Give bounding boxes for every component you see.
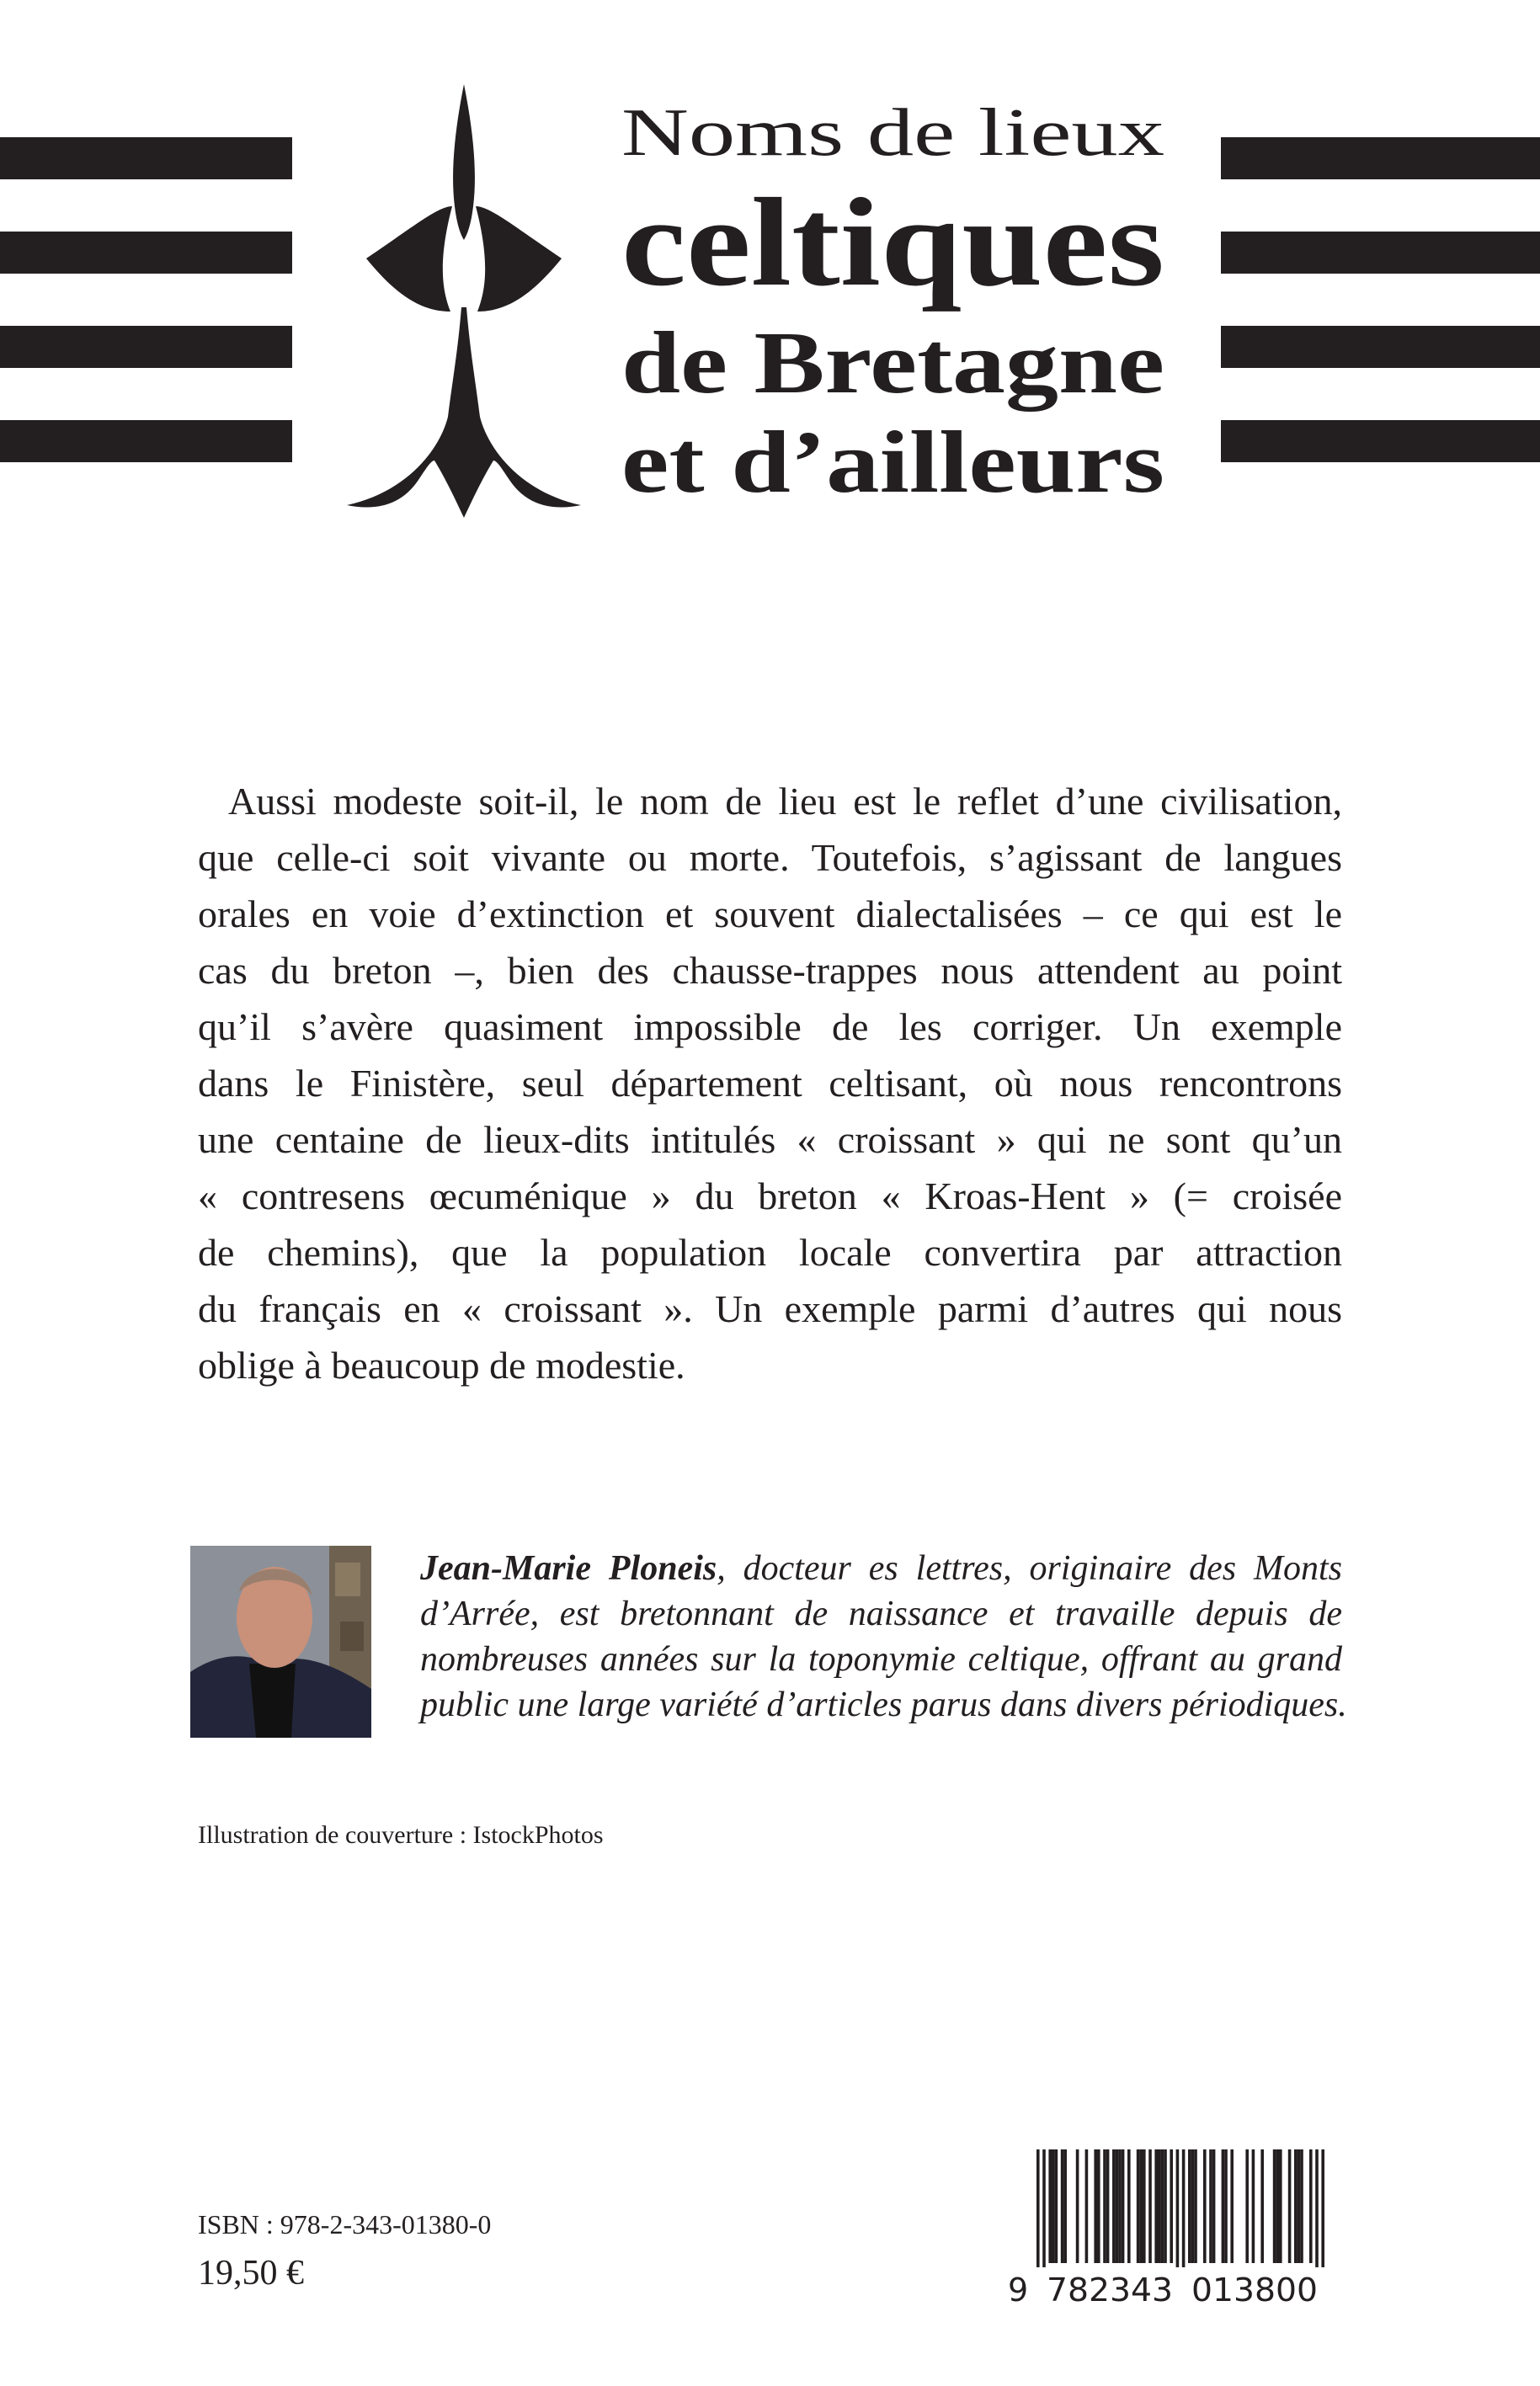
barcode-bar: [1052, 2149, 1055, 2263]
barcode-bar: [1203, 2149, 1207, 2263]
barcode-bar: [1094, 2149, 1097, 2263]
barcode-bar: [1315, 2149, 1319, 2267]
barcode-bar: [1212, 2149, 1216, 2263]
blurb-line: dans le Finistère, seul département celtisant, où nous rencontrons: [198, 1062, 1342, 1105]
title-line: et d’ailleurs: [621, 413, 1164, 511]
stripe: [0, 420, 292, 462]
blurb-line: de chemins), que la population locale convertira par attraction: [198, 1231, 1342, 1274]
title-line: de Bretagne: [621, 313, 1164, 412]
stripe: [1221, 137, 1540, 179]
barcode-bar: [1112, 2149, 1116, 2263]
barcode-bar: [1036, 2149, 1040, 2267]
barcode-bar: [1230, 2149, 1234, 2263]
title-line: celtiques: [621, 173, 1164, 312]
barcode-bar: [1288, 2149, 1292, 2263]
blurb-line: Aussi modeste soit-il, le nom de lieu est le reflet d’une civilisation,: [228, 780, 1342, 823]
barcode-bar: [1139, 2149, 1143, 2263]
barcode-digits-left: 782343: [1047, 2271, 1173, 2305]
stripe: [0, 232, 292, 274]
barcode-digits-right: 013800: [1191, 2271, 1318, 2305]
author-bio: Jean-Marie Ploneis, docteur es lettres, originaire des Monts d’Arrée, est bretonnant de naissance et travaille depuis de nombreuses années sur la toponymie celtique, offrant au grand public une large variété d’articles parus dans divers périodiques.: [420, 1549, 1347, 1724]
barcode-bar: [1085, 2149, 1089, 2263]
stripe: [1221, 232, 1540, 274]
barcode-bar: [1260, 2149, 1264, 2263]
blurb-line: cas du breton –, bien des chausse-trappes nous attendent au point: [198, 949, 1342, 992]
barcode-bar: [1224, 2149, 1228, 2263]
barcode-bar: [1321, 2149, 1324, 2267]
isbn: ISBN : 978-2-343-01380-0: [198, 2209, 492, 2240]
barcode-bar: [1188, 2149, 1191, 2263]
barcode-bar: [1209, 2149, 1212, 2263]
barcode-bar: [1161, 2149, 1164, 2263]
barcode-bar: [1182, 2149, 1186, 2267]
barcode-bar: [1148, 2149, 1152, 2263]
barcode-bar: [1061, 2149, 1064, 2263]
illustration-credit: Illustration de couverture : IstockPhotos: [198, 1821, 604, 1849]
barcode-bar: [1116, 2149, 1119, 2263]
blurb-line: qu’il s’avère quasiment impossible de les corriger. Un exemple: [198, 1005, 1342, 1048]
author-photo: [190, 1546, 371, 1738]
stripe: [1221, 420, 1540, 462]
barcode-bar: [1279, 2149, 1282, 2263]
stripe: [0, 326, 292, 368]
barcode-bar: [1063, 2149, 1067, 2263]
barcode-bar: [1252, 2149, 1255, 2263]
blurb-line: une centaine de lieux-dits intitulés « croissant » qui ne sont qu’un: [198, 1118, 1342, 1161]
barcode-bar: [1309, 2149, 1313, 2263]
barcode-bar: [1164, 2149, 1167, 2263]
barcode-bar: [1194, 2149, 1197, 2263]
ermine-icon: [328, 80, 598, 518]
barcode-bar: [1154, 2149, 1158, 2263]
barcode-bar: [1106, 2149, 1110, 2263]
barcode-bar: [1300, 2149, 1303, 2263]
barcode-bar: [1103, 2149, 1106, 2263]
stripe: [1221, 326, 1540, 368]
barcode-bar: [1273, 2149, 1276, 2263]
barcode-bar: [1137, 2149, 1140, 2263]
barcode-bar: [1097, 2149, 1100, 2263]
barcode-bar: [1176, 2149, 1180, 2267]
blurb-line: « contresens œcuménique » du breton « Kroas-Hent » (= croisée: [198, 1174, 1342, 1217]
barcode-digit-first: 9: [1008, 2271, 1029, 2305]
price: 19,50 €: [198, 2254, 304, 2293]
title-line: Noms de lieux: [621, 96, 1164, 170]
blurb-line: du français en « croissant ». Un exemple parmi d’autres qui nous: [198, 1287, 1342, 1330]
barcode-bar: [1170, 2149, 1173, 2263]
stripe: [0, 137, 292, 179]
barcode-bar: [1158, 2149, 1161, 2263]
barcode-bar: [1143, 2149, 1146, 2263]
barcode-bar: [1276, 2149, 1279, 2263]
barcode-bar: [1222, 2149, 1225, 2263]
blurb-line: oblige à beaucoup de modestie.: [198, 1344, 685, 1387]
barcode-bar: [1055, 2149, 1058, 2263]
barcode-bar: [1298, 2149, 1301, 2263]
barcode: [1006, 2149, 1343, 2305]
barcode-bar: [1245, 2149, 1249, 2263]
blurb: [198, 773, 1342, 1393]
barcode-bar: [1191, 2149, 1195, 2263]
barcode-bar: [1294, 2149, 1298, 2263]
cover-title: [615, 94, 1170, 515]
blurb-line: que celle-ci soit vivante ou morte. Toutefois, s’agissant de langues: [198, 836, 1342, 879]
barcode-bar: [1118, 2149, 1122, 2263]
barcode-bar: [1122, 2149, 1125, 2263]
barcode-bar: [1042, 2149, 1046, 2267]
barcode-bar: [1076, 2149, 1079, 2263]
blurb-line: orales en voie d’extinction et souvent dialectalisées – ce qui est le: [198, 892, 1342, 935]
author-name: Jean-Marie Ploneis: [420, 1549, 717, 1588]
barcode-bar: [1127, 2149, 1131, 2263]
barcode-bar: [1048, 2149, 1052, 2263]
